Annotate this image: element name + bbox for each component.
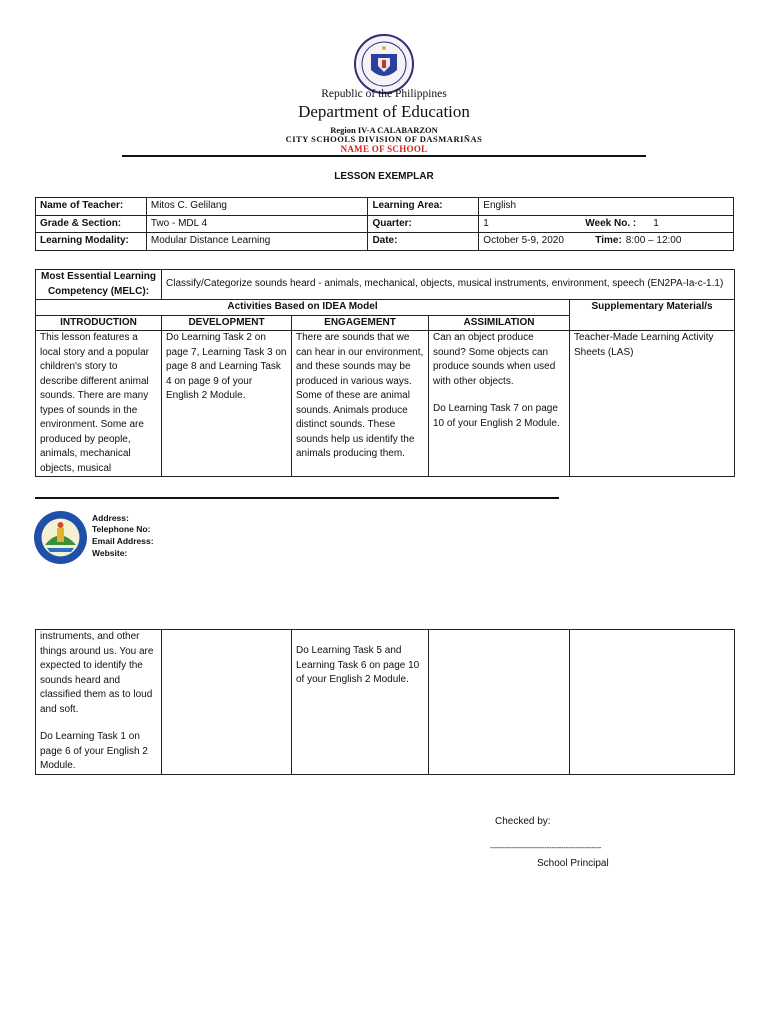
table-row xyxy=(36,270,735,300)
engagement-cell: There are sounds that we can hear in our environment, and these sounds may be produced in various ways. Some of these are animal sounds. Animals produce distinct sounds. These sounds help us identify the animals producing them. xyxy=(292,331,429,477)
introduction-cell: This lesson features a local story and a popular children's story to describe different animal sounds. There are many types of sounds in the environment. Some are produced by people, animals, mechanical objects, musical xyxy=(36,331,162,477)
supplementary-cell: Teacher-Made Learning Activity Sheets (LAS) xyxy=(570,331,735,477)
website-label: Website: xyxy=(92,548,128,558)
email-label: Email Address: xyxy=(92,536,154,546)
principal-label: School Principal xyxy=(537,858,609,869)
assimilation-paragraph: Can an object produce sound? Some objects can produce sounds when used with other objects. xyxy=(433,332,556,387)
document-title: LESSON EXEMPLAR xyxy=(334,171,434,182)
melc-label: Most Essential Learning Competency (MELC): xyxy=(36,270,162,300)
activities-header: Activities Based on IDEA Model xyxy=(36,300,570,316)
teacher-value: Mitos C. Gelilang xyxy=(146,198,368,216)
assimilation-continued-cell xyxy=(429,630,570,775)
division-line: CITY SCHOOLS DIVISION OF DASMARIÑAS xyxy=(285,134,483,144)
table-row xyxy=(36,630,735,775)
time-label: Time: xyxy=(595,235,622,246)
republic-line: Republic of the Philippines xyxy=(321,88,447,100)
quarter-value: 1 xyxy=(483,217,489,229)
table-row xyxy=(36,331,735,477)
table-row xyxy=(36,233,734,251)
signature-line: ----------------------------------------------- xyxy=(490,843,602,852)
development-header: DEVELOPMENT xyxy=(162,315,292,331)
department-title: Department of Education xyxy=(298,102,470,121)
table-row xyxy=(36,198,734,216)
introduction-paragraph: Do Learning Task 1 on page 6 of your English 2 Module. xyxy=(40,731,148,771)
footer-divider xyxy=(35,497,559,499)
grade-value: Two - MDL 4 xyxy=(146,215,368,233)
school-name: NAME OF SCHOOL xyxy=(340,144,428,154)
date-cell xyxy=(479,233,734,251)
header-divider xyxy=(122,155,646,157)
introduction-continued-cell xyxy=(36,630,162,775)
table-row xyxy=(36,300,735,316)
teacher-label: Name of Teacher: xyxy=(36,198,147,216)
introduction-header: INTRODUCTION xyxy=(36,315,162,331)
quarter-label: Quarter: xyxy=(368,215,479,233)
engagement-header: ENGAGEMENT xyxy=(292,315,429,331)
assimilation-paragraph: Do Learning Task 7 on page 10 of your English 2 Module. xyxy=(433,403,560,429)
date-label: Date: xyxy=(368,233,479,251)
idea-model-table xyxy=(35,269,735,477)
address-label: Address: xyxy=(92,513,129,523)
continuation-table xyxy=(35,629,735,775)
telephone-label: Telephone No: xyxy=(92,524,151,534)
week-value: 1 xyxy=(653,217,659,229)
supplementary-header: Supplementary Material/s xyxy=(570,300,735,331)
time-value: 8:00 – 12:00 xyxy=(625,235,682,246)
modality-label: Learning Modality: xyxy=(36,233,147,251)
supplementary-continued-cell xyxy=(570,630,735,775)
lesson-info-table xyxy=(35,197,734,251)
melc-value: Classify/Categorize sounds heard - animals, mechanical, objects, musical instruments, environment, speech (EN2PA-Ia-c-1.1) xyxy=(162,270,735,300)
development-cell: Do Learning Task 2 on page 7, Learning Task 3 on page 8 and Learning Task 4 on page 9 of your English 2 Module. xyxy=(162,331,292,477)
engagement-continued-cell xyxy=(292,630,429,775)
grade-label: Grade & Section: xyxy=(36,215,147,233)
learning-area-label: Learning Area: xyxy=(368,198,479,216)
assimilation-cell xyxy=(429,331,570,477)
learning-area-value: English xyxy=(479,198,734,216)
week-label: Week No. : xyxy=(585,217,637,229)
region-line: Region IV-A CALABARZON xyxy=(330,125,438,135)
date-value: October 5-9, 2020 xyxy=(483,235,564,246)
deped-seal-logo xyxy=(354,34,414,94)
modality-value: Modular Distance Learning xyxy=(146,233,368,251)
checked-by-label: Checked by: xyxy=(495,816,551,827)
division-seal-logo xyxy=(33,510,88,565)
quarter-cell xyxy=(479,215,734,233)
table-row xyxy=(36,215,734,233)
assimilation-header: ASSIMILATION xyxy=(429,315,570,331)
engagement-paragraph: Do Learning Task 5 and Learning Task 6 on page 10 of your English 2 Module. xyxy=(296,645,420,685)
introduction-paragraph: instruments, and other things around us. You are expected to identify the sounds heard and classified them as to loud and soft. xyxy=(40,631,154,715)
development-continued-cell xyxy=(162,630,292,775)
